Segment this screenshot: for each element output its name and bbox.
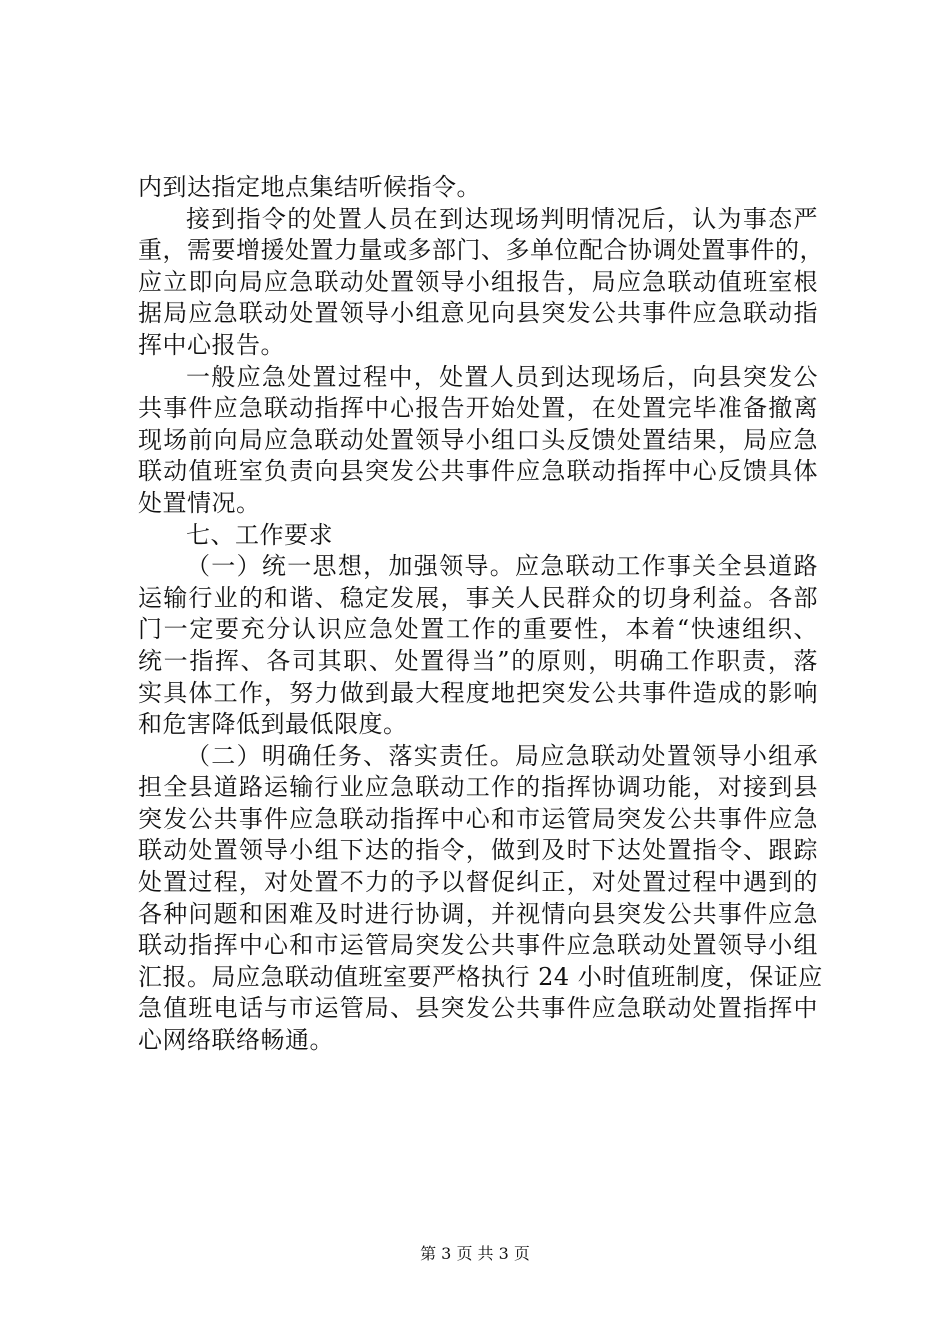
text-line: 联动指挥中心和市运管局突发公共事件应急联动处置领导小组 [138, 931, 818, 960]
document-body [138, 172, 824, 1057]
text-line: 接到指令的处置人员在到达现场判明情况后，认为事态严 [186, 204, 818, 233]
text-line: 内到达指定地点集结听候指令。 [138, 173, 481, 201]
text-line: 心网络联络畅通。 [138, 1026, 334, 1055]
text-line: 联动值班室负责向县突发公共事件应急联动指挥中心反馈具体 [138, 457, 818, 486]
text-line: 运输行业的和谐、稳定发展，事关人民群众的切身利益。各部 [138, 583, 818, 612]
text-line: 重，需要增援处置力量或多部门、多单位配合协调处置事件的， [138, 236, 824, 265]
text-line: 处置过程，对处置不力的予以督促纠正，对处置过程中遇到的 [138, 868, 818, 897]
text-line: 汇报。局应急联动值班室要严格执行 24 小时值班制度，保证应 [138, 962, 823, 991]
text-line: 和危害降低到最低限度。 [138, 710, 408, 739]
text-line: （二）明确任务、落实责任。局应急联动处置领导小组承 [186, 741, 818, 770]
text-line: 各种问题和困难及时进行协调，并视情向县突发公共事件应急 [138, 899, 818, 928]
text-line: 一般应急处置过程中，处置人员到达现场后，向县突发公 [186, 362, 818, 391]
page-number-footer: 第 3 页 共 3 页 [420, 1244, 530, 1263]
text-line: 担全县道路运输行业应急联动工作的指挥协调功能，对接到县 [138, 773, 818, 802]
text-line: 据局应急联动处置领导小组意见向县突发公共事件应急联动指 [138, 299, 818, 328]
text-line: 联动处置领导小组下达的指令，做到及时下达处置指令、跟踪 [138, 836, 818, 865]
text-line: 急值班电话与市运管局、县突发公共事件应急联动处置指挥中 [138, 994, 818, 1023]
text-line: （一）统一思想，加强领导。应急联动工作事关全县道路 [186, 552, 818, 581]
section-heading: 七、工作要求 [186, 520, 333, 549]
text-line: 现场前向局应急联动处置领导小组口头反馈处置结果，局应急 [138, 425, 818, 454]
text-line: 突发公共事件应急联动指挥中心和市运管局突发公共事件应急 [138, 804, 818, 833]
text-line: 门一定要充分认识应急处置工作的重要性，本着“快速组织、 [138, 615, 818, 644]
text-line: 实具体工作，努力做到最大程度地把突发公共事件造成的影响 [138, 678, 818, 707]
text-line: 挥中心报告。 [138, 330, 285, 359]
text-line: 统一指挥、各司其职、处置得当”的原则，明确工作职责，落 [138, 646, 818, 675]
text-line: 共事件应急联动指挥中心报告开始处置，在处置完毕准备撤离 [138, 394, 818, 423]
text-line: 应立即向局应急联动处置领导小组报告，局应急联动值班室根 [138, 267, 818, 296]
text-line: 处置情况。 [138, 488, 261, 517]
